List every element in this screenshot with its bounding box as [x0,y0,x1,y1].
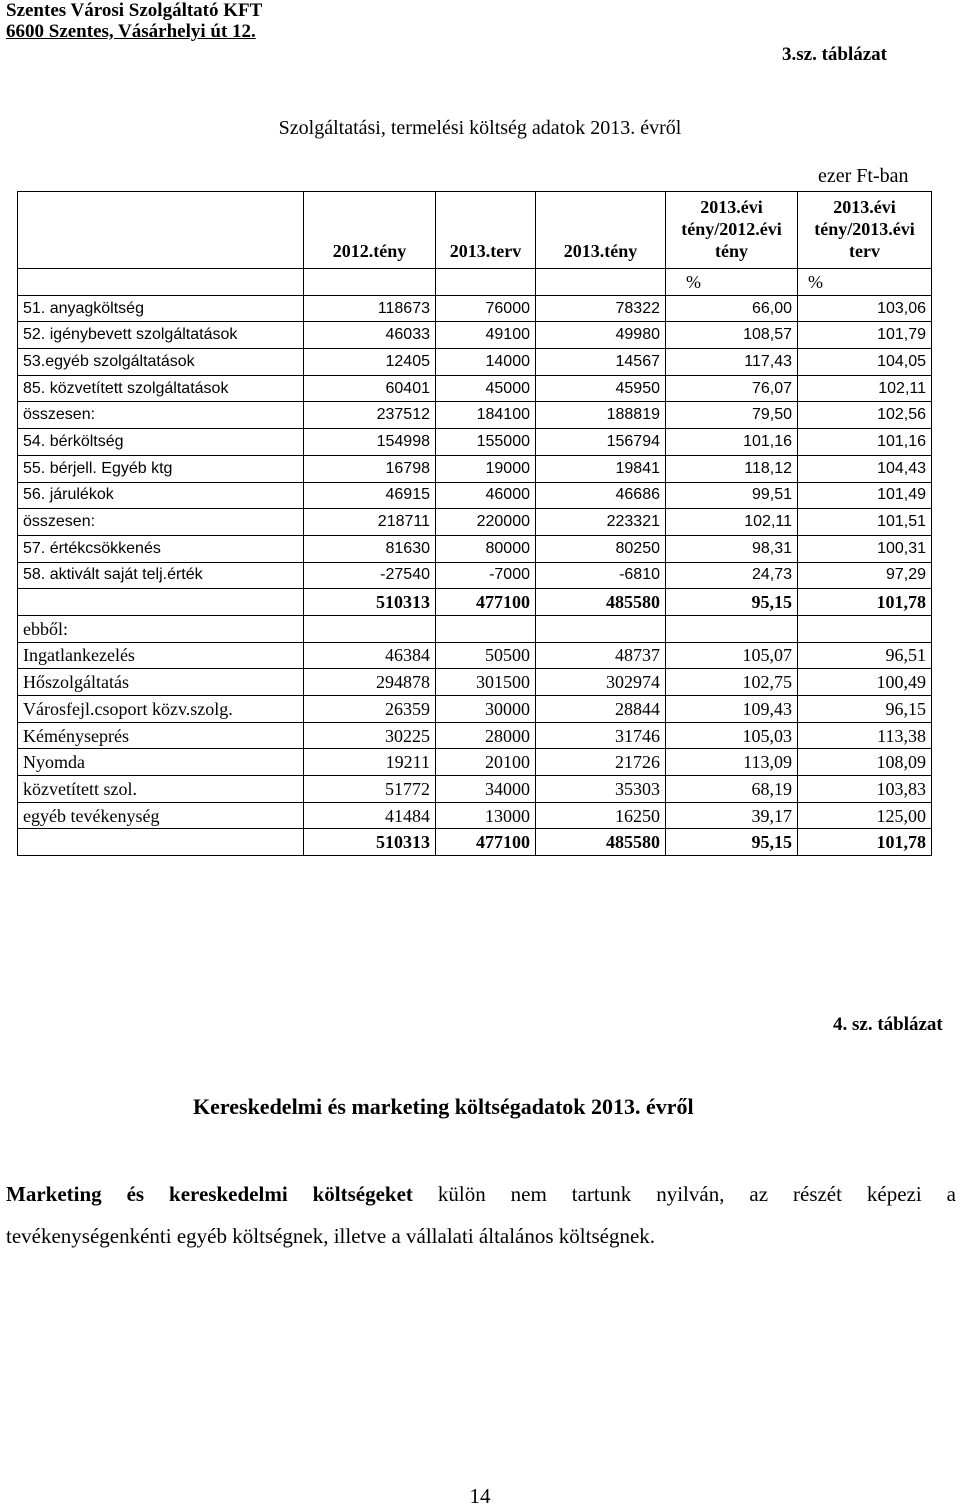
row-value-v4: 76,07 [666,375,798,402]
table-row [18,429,932,456]
row-value-v4: 108,57 [666,322,798,349]
row-label: Városfejl.csoport közv.szolg. [18,696,304,723]
row-value-v4: 39,17 [666,802,798,829]
row-label: 57. értékcsökkenés [18,535,304,562]
header-ratio-2012: 2013.évi tény/2012.évi tény [666,192,798,269]
row-value-v5: 97,29 [798,562,932,589]
row-value-v2: 220000 [436,509,536,536]
table-row [18,642,932,669]
row-label: Nyomda [18,749,304,776]
row-value-v1: 26359 [304,696,436,723]
row-value-v4: 118,12 [666,455,798,482]
row-value-v5: 101,16 [798,429,932,456]
row-value-v3: 49980 [536,322,666,349]
row-value-v2: 184100 [436,402,536,429]
row-label: Ingatlankezelés [18,642,304,669]
row-value-v5: 104,05 [798,349,932,376]
row-value-v2: -7000 [436,562,536,589]
table-header-row [18,192,932,269]
row-value-v4: 102,11 [666,509,798,536]
table4-title: Kereskedelmi és marketing költségadatok 2013. évről [193,1094,694,1119]
row-value-v2: 28000 [436,722,536,749]
row-value-v1: 81630 [304,535,436,562]
company-name: Szentes Városi Szolgáltató KFT [6,0,263,21]
row-value-v2: 34000 [436,776,536,803]
paragraph-line-2: tevékenységenkénti egyéb költségnek, illetve a vállalati általános költségnek. [6,1224,656,1248]
row-label: 55. bérjell. Egyéb ktg [18,455,304,482]
row-value-v1: 294878 [304,669,436,696]
paragraph-line-1 [6,1173,956,1215]
row-value-v2: 45000 [436,375,536,402]
table-row [18,776,932,803]
row-label: 53.egyéb szolgáltatások [18,349,304,376]
row-value-v1: 19211 [304,749,436,776]
row-value-v1: 46915 [304,482,436,509]
percent-row [18,269,932,296]
row-label: 56. járulékok [18,482,304,509]
row-value-v5: 113,38 [798,722,932,749]
row-value-v1: 12405 [304,349,436,376]
paragraph-rest: külön nem tartunk nyilván, az részét képezi a [412,1182,956,1206]
row-value-v1: 41484 [304,802,436,829]
row-value-v4: 99,51 [666,482,798,509]
row-value-v1: 46033 [304,322,436,349]
row-value-v2: 14000 [436,349,536,376]
row-value-v5: 96,51 [798,642,932,669]
row-value-v3: 35303 [536,776,666,803]
row-value-v4: 109,43 [666,696,798,723]
unit-label: ezer Ft-ban [818,165,909,187]
pct-unit: % [666,269,798,296]
row-value-v2: 49100 [436,322,536,349]
header-2012-teny: 2012.tény [304,192,436,269]
table-row [18,509,932,536]
row-value-v5: 101,51 [798,509,932,536]
page-number: 14 [469,1484,491,1508]
row-value-v3: 28844 [536,696,666,723]
row-value-v2: 19000 [436,455,536,482]
row-value-v4: 98,31 [666,535,798,562]
row-value-v2: 20100 [436,749,536,776]
row-value-v1: 118673 [304,295,436,322]
row-value-v1: -27540 [304,562,436,589]
row-value-v4: 66,00 [666,295,798,322]
row-value-v1: 16798 [304,455,436,482]
total-row: 510313 477100 485580 95,15 101,78 [18,589,932,616]
table-row [18,535,932,562]
header-ratio-terv: 2013.évi tény/2013.évi terv [798,192,932,269]
header-2013-teny: 2013.tény [536,192,666,269]
row-value-v5: 103,06 [798,295,932,322]
ebbol-row [18,615,932,642]
table3-title: Szolgáltatási, termelési költség adatok 2013. évről [278,117,682,139]
row-value-v3: 14567 [536,349,666,376]
row-value-v2: 155000 [436,429,536,456]
pct-unit: % [798,269,932,296]
table-row [18,749,932,776]
table-row [18,375,932,402]
row-value-v3: 16250 [536,802,666,829]
row-value-v4: 24,73 [666,562,798,589]
row-value-v5: 103,83 [798,776,932,803]
row-label: összesen: [18,509,304,536]
row-value-v1: 237512 [304,402,436,429]
row-value-v3: 19841 [536,455,666,482]
row-label: összesen: [18,402,304,429]
table-row [18,482,932,509]
table-row [18,455,932,482]
ebbol-label: ebből: [18,615,304,642]
row-value-v2: 76000 [436,295,536,322]
row-value-v4: 105,07 [666,642,798,669]
row-label: Kéményseprés [18,722,304,749]
row-value-v5: 101,79 [798,322,932,349]
table-row [18,722,932,749]
row-value-v2: 13000 [436,802,536,829]
row-value-v2: 80000 [436,535,536,562]
row-value-v4: 113,09 [666,749,798,776]
header-2013-terv: 2013.terv [436,192,536,269]
table-row [18,402,932,429]
row-value-v3: 31746 [536,722,666,749]
row-value-v5: 102,11 [798,375,932,402]
table-row [18,562,932,589]
row-value-v3: 45950 [536,375,666,402]
table-row [18,322,932,349]
row-value-v3: 156794 [536,429,666,456]
row-value-v3: 223321 [536,509,666,536]
table-row [18,696,932,723]
row-value-v3: 48737 [536,642,666,669]
row-value-v4: 117,43 [666,349,798,376]
row-label: 85. közvetített szolgáltatások [18,375,304,402]
company-address: 6600 Szentes, Vásárhelyi út 12. [6,21,256,42]
row-value-v4: 105,03 [666,722,798,749]
table-row [18,295,932,322]
row-label: 52. igénybevett szolgáltatások [18,322,304,349]
row-value-v3: 302974 [536,669,666,696]
row-value-v2: 46000 [436,482,536,509]
table4-ref: 4. sz. táblázat [833,1014,943,1035]
row-value-v2: 301500 [436,669,536,696]
table3-ref: 3.sz. táblázat [782,44,888,65]
row-value-v5: 108,09 [798,749,932,776]
row-value-v2: 50500 [436,642,536,669]
row-label: 51. anyagköltség [18,295,304,322]
table-row [18,349,932,376]
row-value-v1: 218711 [304,509,436,536]
row-value-v4: 79,50 [666,402,798,429]
total-row: 510313 477100 485580 95,15 101,78 [18,829,932,856]
row-value-v4: 68,19 [666,776,798,803]
row-value-v1: 51772 [304,776,436,803]
row-value-v3: 21726 [536,749,666,776]
row-label: 54. bérköltség [18,429,304,456]
row-label: 58. aktivált saját telj.érték [18,562,304,589]
table-row [18,802,932,829]
row-value-v5: 96,15 [798,696,932,723]
row-value-v1: 154998 [304,429,436,456]
header-empty [18,192,304,269]
table-row [18,669,932,696]
row-label: közvetített szol. [18,776,304,803]
row-value-v4: 101,16 [666,429,798,456]
row-value-v5: 101,49 [798,482,932,509]
row-value-v3: 188819 [536,402,666,429]
paragraph-bold: Marketing és kereskedelmi költségeket [6,1182,413,1206]
row-value-v5: 100,31 [798,535,932,562]
cost-table [17,191,932,856]
row-label: egyéb tevékenység [18,802,304,829]
row-value-v3: 78322 [536,295,666,322]
row-value-v5: 100,49 [798,669,932,696]
row-value-v5: 102,56 [798,402,932,429]
row-value-v2: 30000 [436,696,536,723]
row-value-v1: 30225 [304,722,436,749]
row-label: Hőszolgáltatás [18,669,304,696]
row-value-v4: 102,75 [666,669,798,696]
row-value-v3: 80250 [536,535,666,562]
row-value-v3: -6810 [536,562,666,589]
row-value-v1: 60401 [304,375,436,402]
row-value-v3: 46686 [536,482,666,509]
row-value-v5: 125,00 [798,802,932,829]
row-value-v5: 104,43 [798,455,932,482]
row-value-v1: 46384 [304,642,436,669]
